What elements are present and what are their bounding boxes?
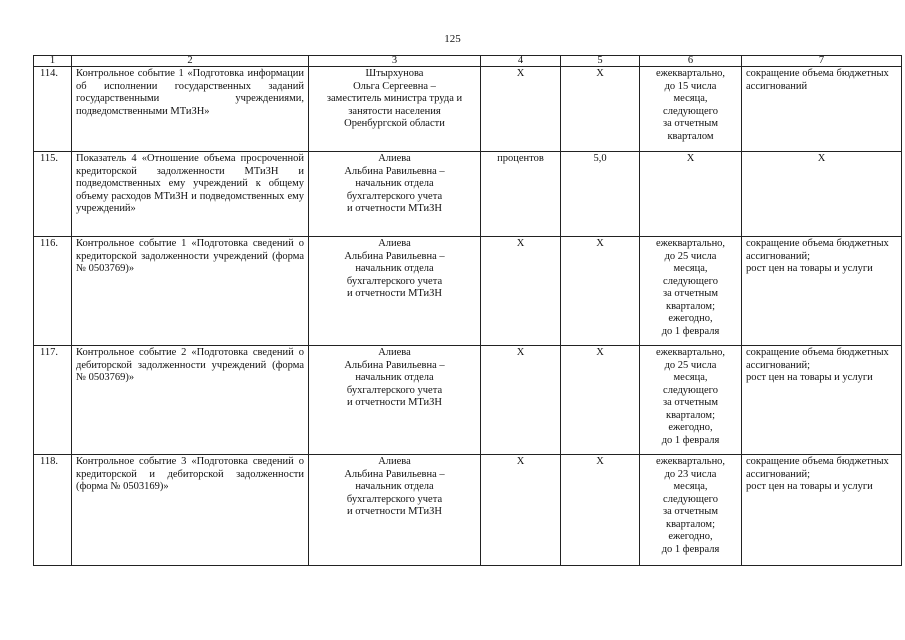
row-value: Х [561, 455, 640, 566]
row-risk: сокращение объема бюджетных ассигнований [742, 67, 902, 152]
row-unit: Х [481, 346, 561, 455]
row-period: ежеквартально, до 23 числа месяца, следующего за отчетным кварталом; ежегодно, до 1 февраля [640, 455, 742, 566]
row-number: 115. [34, 152, 72, 237]
row-description: Контрольное событие 1 «Подготовка сведений о кредиторской задолженности учреждений (форма № 0503769)» [72, 237, 309, 346]
row-unit: Х [481, 455, 561, 566]
column-header: 6 [640, 56, 742, 67]
row-number: 114. [34, 67, 72, 152]
row-period: Х [640, 152, 742, 237]
row-description: Контрольное событие 3 «Подготовка сведений о кредиторской и дебиторской задолженности (форма № 0503169)» [72, 455, 309, 566]
row-unit: Х [481, 67, 561, 152]
row-responsible: Штырхунова Ольга Сергеевна – заместитель министра труда и занятости населения Оренбургской области [309, 67, 481, 152]
column-header: 2 [72, 56, 309, 67]
row-unit: Х [481, 237, 561, 346]
row-period: ежеквартально, до 25 числа месяца, следующего за отчетным кварталом; ежегодно, до 1 февраля [640, 237, 742, 346]
row-risk: сокращение объема бюджетных ассигнований; рост цен на товары и услуги [742, 455, 902, 566]
row-period: ежеквартально, до 25 числа месяца, следующего за отчетным кварталом; ежегодно, до 1 февраля [640, 346, 742, 455]
row-responsible: Алиева Альбина Равильевна – начальник отдела бухгалтерского учета и отчетности МТиЗН [309, 152, 481, 237]
row-description: Контрольное событие 1 «Подготовка информации об исполнении государственных заданий государственными учреждениями, подведомственными МТиЗН» [72, 67, 309, 152]
row-value: 5,0 [561, 152, 640, 237]
row-responsible: Алиева Альбина Равильевна – начальник отдела бухгалтерского учета и отчетности МТиЗН [309, 455, 481, 566]
row-responsible: Алиева Альбина Равильевна – начальник отдела бухгалтерского учета и отчетности МТиЗН [309, 346, 481, 455]
column-header: 5 [561, 56, 640, 67]
row-description: Контрольное событие 2 «Подготовка сведений о дебиторской задолженности учреждений (форма № 0503769)» [72, 346, 309, 455]
table-header-row [34, 56, 902, 67]
row-number: 116. [34, 237, 72, 346]
row-period: ежеквартально, до 15 числа месяца, следующего за отчетным кварталом [640, 67, 742, 152]
table-row [34, 455, 902, 566]
row-risk: сокращение объема бюджетных ассигнований; рост цен на товары и услуги [742, 237, 902, 346]
table-row [34, 152, 902, 237]
column-header: 7 [742, 56, 902, 67]
column-header: 4 [481, 56, 561, 67]
row-risk: сокращение объема бюджетных ассигнований; рост цен на товары и услуги [742, 346, 902, 455]
column-header: 1 [34, 56, 72, 67]
column-header: 3 [309, 56, 481, 67]
row-value: Х [561, 237, 640, 346]
row-value: Х [561, 67, 640, 152]
page-number: 125 [444, 33, 461, 45]
table-row [34, 67, 902, 152]
row-value: Х [561, 346, 640, 455]
row-risk: Х [742, 152, 902, 237]
row-responsible: Алиева Альбина Равильевна – начальник отдела бухгалтерского учета и отчетности МТиЗН [309, 237, 481, 346]
table-row [34, 346, 902, 455]
row-number: 117. [34, 346, 72, 455]
document-table [33, 55, 902, 566]
row-description: Показатель 4 «Отношение объема просроченной кредиторской задолженности МТиЗН и подведомственных ему учреждений к общему объему расходов МТиЗН и подведомственных ему учреждений» [72, 152, 309, 237]
row-unit: процентов [481, 152, 561, 237]
table-row [34, 237, 902, 346]
row-number: 118. [34, 455, 72, 566]
